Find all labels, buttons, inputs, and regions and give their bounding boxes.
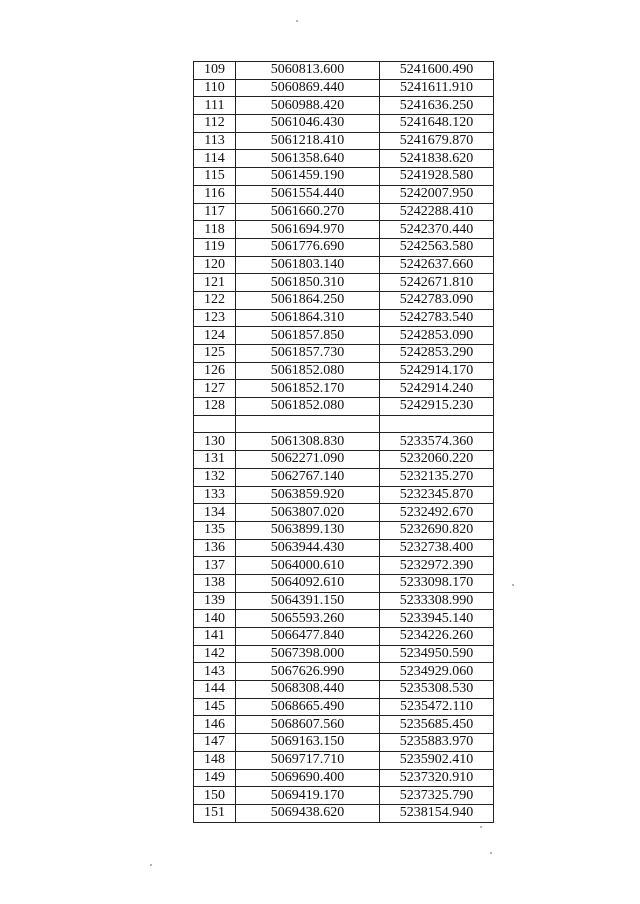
y-coordinate-cell: 5234950.590 [380, 645, 494, 663]
point-number-cell: 110 [194, 79, 236, 97]
y-coordinate-cell: 5232345.870 [380, 486, 494, 504]
table-row [194, 221, 494, 239]
table-row [194, 274, 494, 292]
x-coordinate-cell: 5065593.260 [236, 610, 380, 628]
point-number-cell: 141 [194, 628, 236, 646]
table-row [194, 557, 494, 575]
point-number-cell: 146 [194, 716, 236, 734]
point-number-cell: 149 [194, 769, 236, 787]
y-coordinate-cell: 5242563.580 [380, 238, 494, 256]
y-coordinate-cell: 5232690.820 [380, 521, 494, 539]
table-row [194, 716, 494, 734]
y-coordinate-cell: 5242783.540 [380, 309, 494, 327]
y-coordinate-cell: 5235902.410 [380, 751, 494, 769]
x-coordinate-cell: 5061857.730 [236, 345, 380, 363]
table-row [194, 468, 494, 486]
point-number-cell: 111 [194, 97, 236, 115]
x-coordinate-cell: 5061852.080 [236, 362, 380, 380]
x-coordinate-cell: 5061857.850 [236, 327, 380, 345]
y-coordinate-cell: 5234929.060 [380, 663, 494, 681]
y-coordinate-cell: 5237325.790 [380, 787, 494, 805]
x-coordinate-cell: 5061218.410 [236, 132, 380, 150]
point-number-cell: 135 [194, 521, 236, 539]
table-row [194, 345, 494, 363]
table-row [194, 610, 494, 628]
point-number-cell: 137 [194, 557, 236, 575]
table-row [194, 486, 494, 504]
point-number-cell: 109 [194, 62, 236, 80]
y-coordinate-cell: 5241838.620 [380, 150, 494, 168]
y-coordinate-cell: 5242637.660 [380, 256, 494, 274]
x-coordinate-cell: 5063944.430 [236, 539, 380, 557]
point-number-cell: 124 [194, 327, 236, 345]
y-coordinate-cell: 5233945.140 [380, 610, 494, 628]
table-row [194, 645, 494, 663]
x-coordinate-cell: 5061776.690 [236, 238, 380, 256]
point-number-cell: 133 [194, 486, 236, 504]
point-number-cell: 151 [194, 804, 236, 822]
y-coordinate-cell: 5235308.530 [380, 681, 494, 699]
y-coordinate-cell: 5234226.260 [380, 628, 494, 646]
point-number-cell: 117 [194, 203, 236, 221]
scan-speck [512, 584, 514, 586]
x-coordinate-cell: 5064000.610 [236, 557, 380, 575]
table-row [194, 62, 494, 80]
point-number-cell: 123 [194, 309, 236, 327]
point-number-cell: 145 [194, 698, 236, 716]
y-coordinate-cell: 5232060.220 [380, 451, 494, 469]
table-row [194, 168, 494, 186]
y-coordinate-cell: 5242853.290 [380, 345, 494, 363]
x-coordinate-cell: 5061660.270 [236, 203, 380, 221]
point-number-cell: 116 [194, 185, 236, 203]
table-row [194, 628, 494, 646]
y-coordinate-cell: 5242914.170 [380, 362, 494, 380]
point-number-cell: 143 [194, 663, 236, 681]
y-coordinate-cell: 5242914.240 [380, 380, 494, 398]
x-coordinate-cell: 5061850.310 [236, 274, 380, 292]
table-row [194, 327, 494, 345]
point-number-cell: 120 [194, 256, 236, 274]
y-coordinate-cell: 5237320.910 [380, 769, 494, 787]
point-number-cell: 114 [194, 150, 236, 168]
point-number-cell: 127 [194, 380, 236, 398]
x-coordinate-cell: 5061852.080 [236, 398, 380, 416]
x-coordinate-cell: 5061864.250 [236, 291, 380, 309]
y-coordinate-cell: 5241648.120 [380, 115, 494, 133]
y-coordinate-cell [380, 415, 494, 433]
table-row [194, 663, 494, 681]
y-coordinate-cell: 5241636.250 [380, 97, 494, 115]
point-number-cell: 140 [194, 610, 236, 628]
y-coordinate-cell: 5233308.990 [380, 592, 494, 610]
point-number-cell: 131 [194, 451, 236, 469]
y-coordinate-cell: 5232738.400 [380, 539, 494, 557]
point-number-cell: 118 [194, 221, 236, 239]
point-number-cell: 147 [194, 734, 236, 752]
table-row [194, 521, 494, 539]
x-coordinate-cell: 5063807.020 [236, 504, 380, 522]
table-row [194, 769, 494, 787]
point-number-cell: 142 [194, 645, 236, 663]
x-coordinate-cell: 5068665.490 [236, 698, 380, 716]
scan-speck [296, 20, 298, 22]
point-number-cell: 121 [194, 274, 236, 292]
x-coordinate-cell: 5069690.400 [236, 769, 380, 787]
x-coordinate-cell: 5060813.600 [236, 62, 380, 80]
table-row [194, 751, 494, 769]
table-row [194, 362, 494, 380]
point-number-cell: 144 [194, 681, 236, 699]
y-coordinate-cell: 5238154.940 [380, 804, 494, 822]
x-coordinate-cell: 5061554.440 [236, 185, 380, 203]
table-row [194, 734, 494, 752]
x-coordinate-cell [236, 415, 380, 433]
table-row [194, 698, 494, 716]
table-row [194, 415, 494, 433]
y-coordinate-cell: 5232135.270 [380, 468, 494, 486]
y-coordinate-cell: 5242288.410 [380, 203, 494, 221]
x-coordinate-cell: 5069438.620 [236, 804, 380, 822]
y-coordinate-cell: 5232972.390 [380, 557, 494, 575]
table-row [194, 681, 494, 699]
x-coordinate-cell: 5064391.150 [236, 592, 380, 610]
point-number-cell: 139 [194, 592, 236, 610]
x-coordinate-cell: 5062767.140 [236, 468, 380, 486]
table-row [194, 804, 494, 822]
x-coordinate-cell: 5061308.830 [236, 433, 380, 451]
y-coordinate-cell: 5242370.440 [380, 221, 494, 239]
x-coordinate-cell: 5066477.840 [236, 628, 380, 646]
x-coordinate-cell: 5063899.130 [236, 521, 380, 539]
point-number-cell: 130 [194, 433, 236, 451]
x-coordinate-cell: 5069717.710 [236, 751, 380, 769]
scan-speck [480, 826, 482, 828]
table-row [194, 238, 494, 256]
point-number-cell: 148 [194, 751, 236, 769]
x-coordinate-cell: 5061852.170 [236, 380, 380, 398]
y-coordinate-cell: 5235472.110 [380, 698, 494, 716]
y-coordinate-cell: 5233098.170 [380, 574, 494, 592]
point-number-cell: 112 [194, 115, 236, 133]
table-row [194, 787, 494, 805]
x-coordinate-cell: 5068607.560 [236, 716, 380, 734]
point-number-cell: 115 [194, 168, 236, 186]
y-coordinate-cell: 5232492.670 [380, 504, 494, 522]
x-coordinate-cell: 5060869.440 [236, 79, 380, 97]
y-coordinate-cell: 5241928.580 [380, 168, 494, 186]
x-coordinate-cell: 5064092.610 [236, 574, 380, 592]
point-number-cell: 150 [194, 787, 236, 805]
x-coordinate-cell: 5069163.150 [236, 734, 380, 752]
table-row [194, 150, 494, 168]
table-row [194, 291, 494, 309]
point-number-cell: 119 [194, 238, 236, 256]
table-row [194, 574, 494, 592]
x-coordinate-cell: 5061864.310 [236, 309, 380, 327]
coordinates-table [193, 61, 494, 823]
table-row [194, 115, 494, 133]
y-coordinate-cell: 5235685.450 [380, 716, 494, 734]
point-number-cell: 134 [194, 504, 236, 522]
x-coordinate-cell: 5067626.990 [236, 663, 380, 681]
x-coordinate-cell: 5060988.420 [236, 97, 380, 115]
x-coordinate-cell: 5061459.190 [236, 168, 380, 186]
table-row [194, 79, 494, 97]
point-number-cell: 132 [194, 468, 236, 486]
x-coordinate-cell: 5061694.970 [236, 221, 380, 239]
y-coordinate-cell: 5242783.090 [380, 291, 494, 309]
table-row [194, 433, 494, 451]
y-coordinate-cell: 5241611.910 [380, 79, 494, 97]
x-coordinate-cell: 5061358.640 [236, 150, 380, 168]
table-row [194, 97, 494, 115]
scan-speck [490, 852, 492, 854]
table-row [194, 185, 494, 203]
table-row [194, 398, 494, 416]
y-coordinate-cell: 5242007.950 [380, 185, 494, 203]
y-coordinate-cell: 5242853.090 [380, 327, 494, 345]
table-row [194, 504, 494, 522]
point-number-cell: 138 [194, 574, 236, 592]
table-row [194, 592, 494, 610]
y-coordinate-cell: 5235883.970 [380, 734, 494, 752]
x-coordinate-cell: 5068308.440 [236, 681, 380, 699]
y-coordinate-cell: 5241600.490 [380, 62, 494, 80]
y-coordinate-cell: 5241679.870 [380, 132, 494, 150]
y-coordinate-cell: 5233574.360 [380, 433, 494, 451]
y-coordinate-cell: 5242915.230 [380, 398, 494, 416]
point-number-cell: 128 [194, 398, 236, 416]
table-row [194, 539, 494, 557]
x-coordinate-cell: 5062271.090 [236, 451, 380, 469]
point-number-cell: 136 [194, 539, 236, 557]
scan-speck [150, 864, 152, 866]
table-row [194, 132, 494, 150]
table-row [194, 203, 494, 221]
x-coordinate-cell: 5061046.430 [236, 115, 380, 133]
x-coordinate-cell: 5069419.170 [236, 787, 380, 805]
x-coordinate-cell: 5061803.140 [236, 256, 380, 274]
table-row [194, 256, 494, 274]
table-row [194, 451, 494, 469]
point-number-cell: 126 [194, 362, 236, 380]
point-number-cell: 122 [194, 291, 236, 309]
y-coordinate-cell: 5242671.810 [380, 274, 494, 292]
point-number-cell: 125 [194, 345, 236, 363]
x-coordinate-cell: 5063859.920 [236, 486, 380, 504]
point-number-cell: 113 [194, 132, 236, 150]
x-coordinate-cell: 5067398.000 [236, 645, 380, 663]
point-number-cell [194, 415, 236, 433]
table-row [194, 309, 494, 327]
table-row [194, 380, 494, 398]
coordinates-table-body [194, 62, 494, 823]
